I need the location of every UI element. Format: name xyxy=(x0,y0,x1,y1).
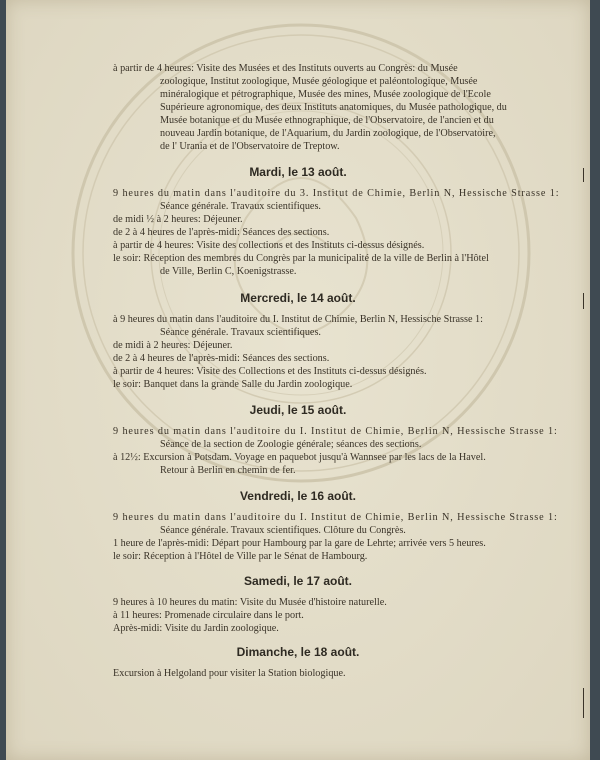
margin-mark xyxy=(583,688,584,718)
schedule-line: 9 heures à 10 heures du matin: Visite du Musée d'histoire naturelle. xyxy=(113,597,387,608)
margin-mark xyxy=(583,168,584,182)
intro-line: nouveau Jardin botanique, de l'Aquarium, du Jardin zoologique, de l'Observatoire, xyxy=(160,128,496,139)
intro-line: zoologique, Institut zoologique, Musée géologique et paléontologique, Musée xyxy=(160,76,478,87)
day-heading-mardi: Mardi, le 13 août. xyxy=(249,165,347,179)
programme-text xyxy=(6,0,590,760)
intro-line: minéralogique et pétrographique, Musée des mines, Musée zoologique de l'Ecole xyxy=(160,89,491,100)
schedule-line: à 9 heures du matin dans l'auditoire du I. Institut de Chimie, Berlin N, Hessische Strasse 1: xyxy=(113,314,483,325)
intro-line: Musée botanique et du Musée ethnographique, de l'Observatoire, de l'ancien et du xyxy=(160,115,494,126)
schedule-line: à 11 heures: Promenade circulaire dans le port. xyxy=(113,610,304,621)
schedule-line: de 2 à 4 heures de l'après-midi: Séances des sections. xyxy=(113,353,330,364)
schedule-line: à partir de 4 heures: Visite des collections et des Instituts ci-dessus désignés. xyxy=(113,240,425,251)
day-heading-samedi: Samedi, le 17 août. xyxy=(243,574,353,588)
schedule-line: Retour à Berlin en chemin de fer. xyxy=(160,465,296,476)
schedule-line: Après-midi: Visite du Jardin zoologique. xyxy=(113,623,279,634)
schedule-line: à partir de 4 heures: Visite des Collections et des Instituts ci-dessus désignés. xyxy=(113,366,427,377)
day-heading-vendredi: Vendredi, le 16 août. xyxy=(239,489,357,503)
schedule-line: le soir: Réception à l'Hôtel de Ville par le Sénat de Hambourg. xyxy=(113,551,368,562)
schedule-line: 9 heures du matin dans l'auditoire du I. Institut de Chimie, Berlin N, Hessische Strasse 1: xyxy=(113,512,558,523)
intro-line: à partir de 4 heures: Visite des Musées et des Instituts ouverts au Congrès: du Musée xyxy=(113,63,458,74)
schedule-line: 9 heures du matin dans l'auditoire du I. Institut de Chimie, Berlin N, Hessische Strasse 1: xyxy=(113,426,558,437)
schedule-line: de midi à 2 heures: Déjeuner. xyxy=(113,340,233,351)
schedule-line: Séance de la section de Zoologie générale; séances des sections. xyxy=(160,439,422,450)
day-heading-jeudi: Jeudi, le 15 août. xyxy=(249,403,347,417)
schedule-line: à 12½: Excursion à Potsdam. Voyage en paquebot jusqu'à Wannsee par les lacs de la Havel. xyxy=(113,452,486,463)
schedule-line: 1 heure de l'après-midi: Départ pour Hambourg par la gare de Lehrte; arrivée vers 5 heures. xyxy=(113,538,486,549)
schedule-line: 9 heures du matin dans l'auditoire du 3. Institut de Chimie, Berlin N, Hessische Strasse 1: xyxy=(113,188,560,199)
schedule-line: de midi ½ à 2 heures: Déjeuner. xyxy=(113,214,243,225)
schedule-line: Séance générale. Travaux scientifiques. Clôture du Congrès. xyxy=(160,525,406,536)
schedule-line: de Ville, Berlin C, Koenigstrasse. xyxy=(160,266,297,277)
schedule-line: le soir: Réception des membres du Congrès par la municipalité de la ville de Berlin à l'Hôtel xyxy=(113,253,489,264)
schedule-line: Séance générale. Travaux scientifiques. xyxy=(160,201,321,212)
day-heading-dimanche: Dimanche, le 18 août. xyxy=(236,645,360,659)
intro-line: Supérieure agronomique, des deux Instituts anatomiques, du Musée pathologique, du xyxy=(160,102,507,113)
document-page xyxy=(6,0,590,760)
intro-line: de l' Urania et de l'Observatoire de Treptow. xyxy=(160,141,340,152)
schedule-line: Séance générale. Travaux scientifiques. xyxy=(160,327,321,338)
margin-mark xyxy=(583,293,584,309)
day-heading-mercredi: Mercredi, le 14 août. xyxy=(240,291,356,305)
schedule-line: le soir: Banquet dans la grande Salle du Jardin zoologique. xyxy=(113,379,353,390)
schedule-line: de 2 à 4 heures de l'après-midi: Séances des sections. xyxy=(113,227,330,238)
schedule-line: Excursion à Helgoland pour visiter la Station biologique. xyxy=(113,668,346,679)
